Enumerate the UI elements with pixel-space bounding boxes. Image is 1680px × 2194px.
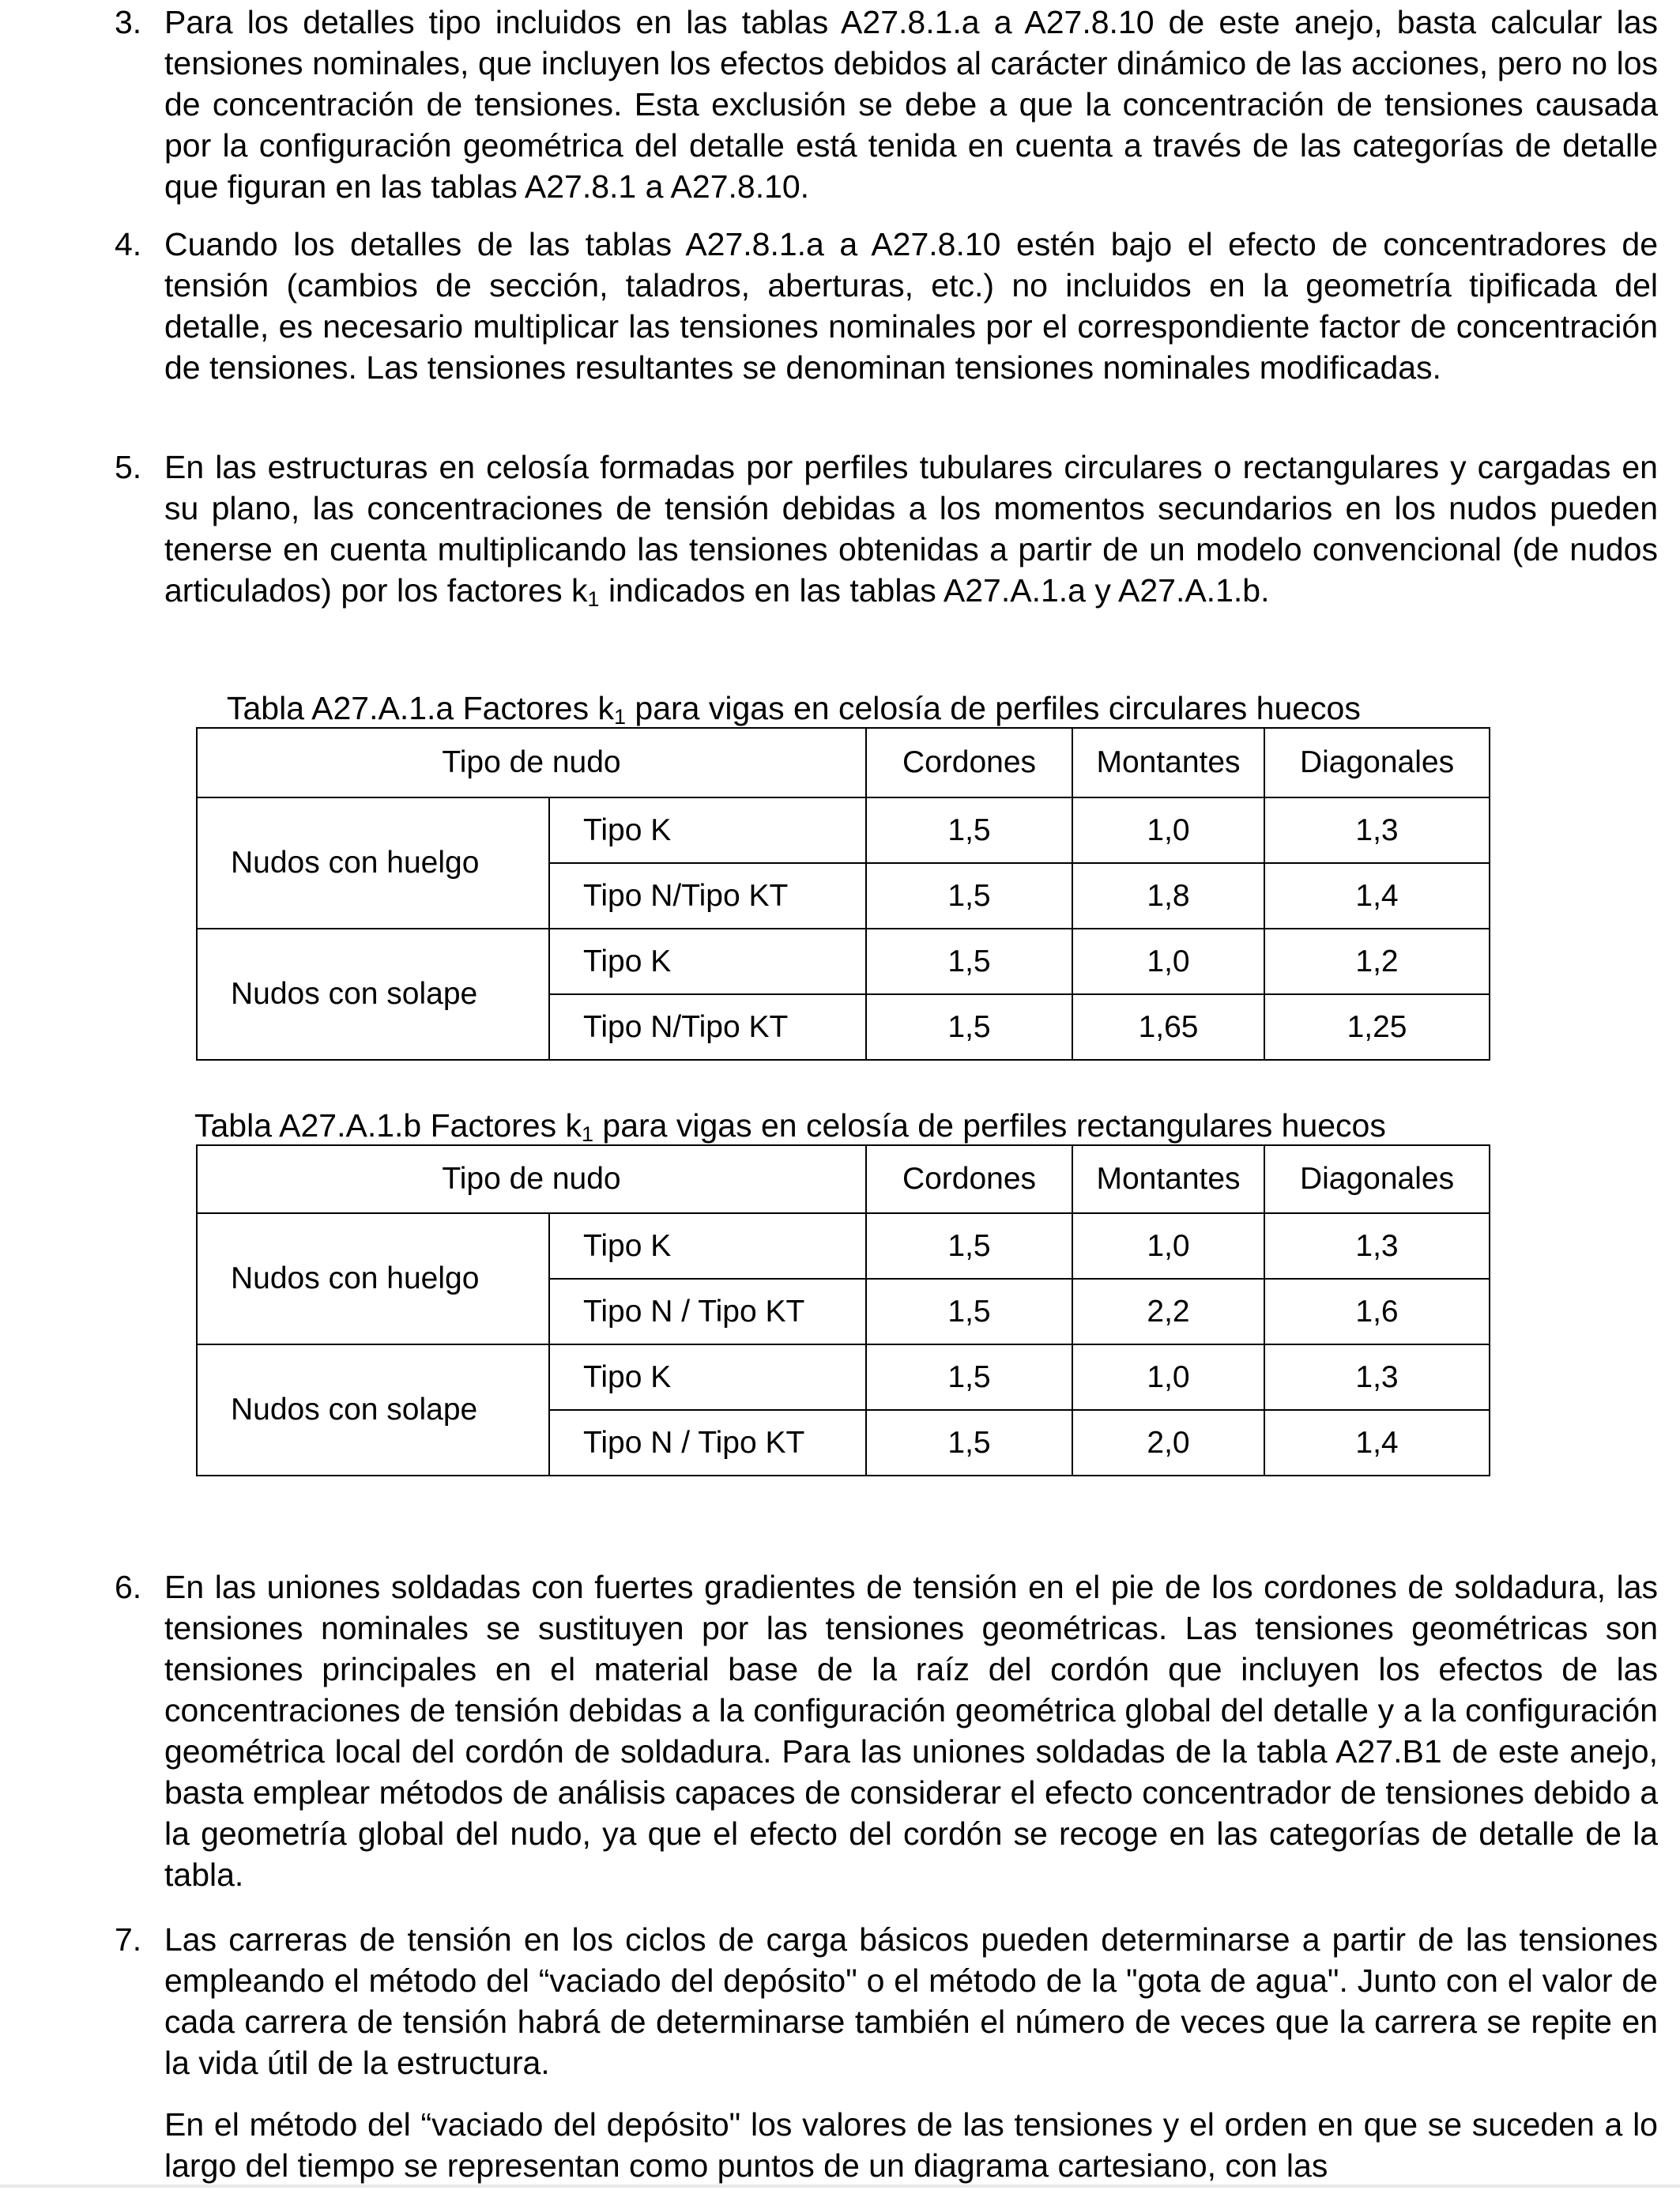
header-tipo-de-nudo: Tipo de nudo	[197, 1145, 866, 1213]
paragraph-text: Las carreras de tensión en los ciclos de carga básicos pueden determinarse a partir de las tensiones empleando el método del “vaciado del depósito" o el método de la "gota de agua". Junto con el valor de cada carrera de tensión habrá de determinarse también el número de veces que la carrera se repite en la vida útil de la estructura.	[164, 1921, 1658, 2081]
subscript: 1	[582, 1122, 594, 1146]
page-bottom-edge	[0, 2185, 1680, 2188]
list-item-4	[117, 224, 1658, 388]
cordones-cell: 1,5	[866, 1213, 1072, 1279]
header-cordones: Cordones	[866, 1145, 1072, 1213]
paragraph-text: Para los detalles tipo incluidos en las tablas A27.8.1.a a A27.8.10 de este anejo, basta calcular las tensiones nominales, que incluyen los efectos debidos al carácter dinámico de las acciones, pero no los de concentración de tensiones. Esta exclusión se debe a que la concentración de tensiones causada por la configuración geométrica del detalle está tenida en cuenta a través de las categorías de detalle que figuran en las tablas A27.8.1 a A27.8.10.	[164, 4, 1658, 205]
tipo-cell: Tipo N / Tipo KT	[549, 1410, 866, 1476]
tipo-cell: Tipo K	[549, 929, 866, 994]
tipo-cell: Tipo N / Tipo KT	[549, 1279, 866, 1344]
subscript: 1	[614, 705, 627, 729]
montantes-cell: 1,0	[1072, 1344, 1264, 1410]
diagonales-cell: 1,3	[1264, 1344, 1490, 1410]
header-diagonales: Diagonales	[1264, 728, 1490, 797]
tipo-cell: Tipo N/Tipo KT	[549, 994, 866, 1060]
tipo-cell: Tipo K	[549, 1213, 866, 1279]
list-item-7	[117, 1919, 1658, 2083]
table-row	[197, 929, 1490, 994]
cordones-cell: 1,5	[866, 929, 1072, 994]
montantes-cell: 2,0	[1072, 1410, 1264, 1476]
montantes-cell: 1,0	[1072, 797, 1264, 863]
subscript: 1	[587, 587, 600, 611]
paragraph-text-part: indicados en las tablas A27.A.1.a y A27.A.1.b.	[599, 572, 1270, 609]
diagonales-cell: 1,3	[1264, 797, 1490, 863]
list-number: 6.	[115, 1569, 142, 1605]
group-label: Nudos con solape	[197, 929, 549, 1060]
caption-text: Tabla A27.A.1.a Factores k	[227, 690, 614, 726]
paragraph-text	[164, 447, 1658, 611]
table-header-row	[197, 728, 1490, 797]
table-row	[197, 1213, 1490, 1279]
header-tipo-de-nudo: Tipo de nudo	[197, 728, 866, 797]
caption-text: Tabla A27.A.1.b Factores k	[194, 1107, 582, 1144]
continuation-paragraph	[117, 2104, 1658, 2186]
montantes-cell: 1,8	[1072, 863, 1264, 929]
diagonales-cell: 1,3	[1264, 1213, 1490, 1279]
diagonales-cell: 1,4	[1264, 1410, 1490, 1476]
table-caption-a	[227, 688, 1361, 729]
tipo-cell: Tipo K	[549, 1344, 866, 1410]
tipo-cell: Tipo N/Tipo KT	[549, 863, 866, 929]
list-item-3	[117, 2, 1658, 207]
diagonales-cell: 1,25	[1264, 994, 1490, 1060]
list-number: 3.	[115, 4, 142, 40]
cordones-cell: 1,5	[866, 1279, 1072, 1344]
montantes-cell: 1,0	[1072, 1213, 1264, 1279]
header-montantes: Montantes	[1072, 1145, 1264, 1213]
group-label: Nudos con huelgo	[197, 1213, 549, 1344]
paragraph-text: En el método del “vaciado del depósito" los valores de las tensiones y el orden en que se suceden a lo largo del tiempo se representan como puntos de un diagrama cartesiano, con las	[164, 2106, 1658, 2184]
montantes-cell: 1,0	[1072, 929, 1264, 994]
montantes-cell: 2,2	[1072, 1279, 1264, 1344]
table-row	[197, 1344, 1490, 1410]
list-number: 7.	[115, 1921, 142, 1958]
table-row	[197, 797, 1490, 863]
list-item-5	[117, 447, 1658, 611]
table-b	[196, 1144, 1490, 1476]
diagonales-cell: 1,2	[1264, 929, 1490, 994]
paragraph-text: En las uniones soldadas con fuertes gradientes de tensión en el pie de los cordones de soldadura, las tensiones nominales se sustituyen por las tensiones geométricas. Las tensiones geométricas son tensiones principales en el material base de la raíz del cordón que incluyen los efectos de las concentraciones de tensión debidas a la configuración geométrica global del detalle y a la configuración geométrica local del cordón de soldadura. Para las uniones soldadas de la tabla A27.B1 de este anejo, basta emplear métodos de análisis capaces de considerar el efecto concentrador de tensiones debido a la geometría global del nudo, ya que el efecto del cordón se recoge en las categorías de detalle de la tabla.	[164, 1569, 1658, 1893]
header-diagonales: Diagonales	[1264, 1145, 1490, 1213]
cordones-cell: 1,5	[866, 863, 1072, 929]
list-item-6	[117, 1566, 1658, 1895]
diagonales-cell: 1,6	[1264, 1279, 1490, 1344]
list-number: 4.	[115, 226, 142, 262]
caption-text: para vigas en celosía de perfiles rectangulares huecos	[593, 1107, 1386, 1144]
montantes-cell: 1,65	[1072, 994, 1264, 1060]
paragraph-text-part: En las estructuras en celosía formadas por perfiles tubulares circulares o rectangulares y cargadas en su plano, las concentraciones de tensión debidas a los momentos secundarios en los nudos pueden tenerse en cuenta multiplicando las tensiones obtenidas a partir de un modelo convencional (de nudos articulados) por los factores k	[164, 449, 1658, 609]
cordones-cell: 1,5	[866, 1410, 1072, 1476]
header-montantes: Montantes	[1072, 728, 1264, 797]
paragraph-text: Cuando los detalles de las tablas A27.8.1.a a A27.8.10 estén bajo el efecto de concentradores de tensión (cambios de sección, taladros, aberturas, etc.) no incluidos en la geometría tipificada del detalle, es necesario multiplicar las tensiones nominales por el correspondiente factor de concentración de tensiones. Las tensiones resultantes se denominan tensiones nominales modificadas.	[164, 226, 1658, 386]
diagonales-cell: 1,4	[1264, 863, 1490, 929]
cordones-cell: 1,5	[866, 994, 1072, 1060]
table-header-row	[197, 1145, 1490, 1213]
table-caption-b	[194, 1105, 1386, 1146]
cordones-cell: 1,5	[866, 797, 1072, 863]
header-cordones: Cordones	[866, 728, 1072, 797]
group-label: Nudos con huelgo	[197, 797, 549, 929]
cordones-cell: 1,5	[866, 1344, 1072, 1410]
list-number: 5.	[115, 449, 142, 485]
table-a	[196, 727, 1490, 1061]
caption-text: para vigas en celosía de perfiles circulares huecos	[626, 690, 1361, 726]
tipo-cell: Tipo K	[549, 797, 866, 863]
group-label: Nudos con solape	[197, 1344, 549, 1476]
